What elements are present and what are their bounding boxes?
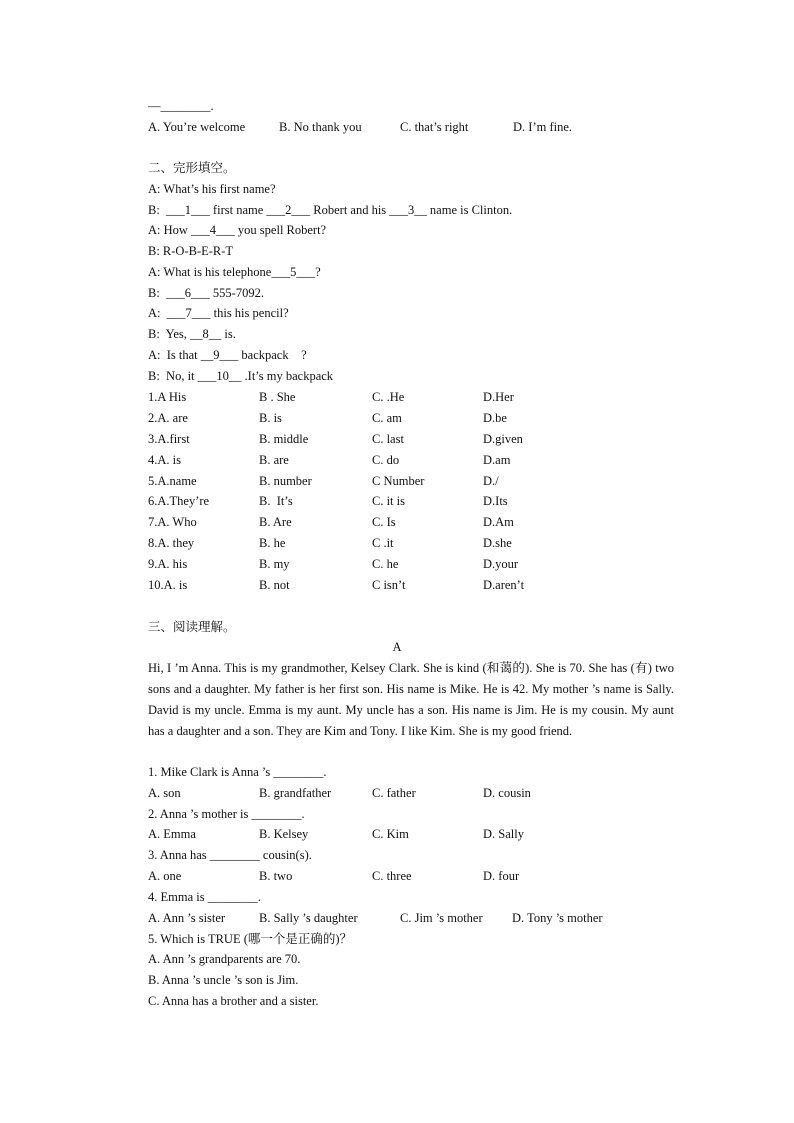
option-b: B. Kelsey [259,827,309,841]
passage-body: Hi, I ’m Anna. This is my grandmother, Kelsey Clark. She is kind (和蔼的). She is 70. She has (有) two sons and a daughter. My father is her first son. His name is Mike. He is 42. My mother ’s name is Sally. David is my uncle. Emma is my aunt. My uncle has a son. His name is Jim. He is my cousin. My aunt has a daughter and a son. They are Kim and Tony. I like Kim. She is my good friend. [148,661,674,738]
option-a: A. You’re welcome [148,120,246,134]
option-b: B. Are [259,515,292,529]
cloze-option-row [148,387,674,408]
dialogue-line: A: Is that __9___ backpack ? [148,348,307,362]
option-d: D.Her [483,390,514,404]
option-a: 6.A.They’re [148,494,210,508]
option-a: 4.A. is [148,453,181,467]
cloze-option-row [148,429,674,450]
option-c: C. Is [372,515,396,529]
passage-text [148,658,674,742]
option-c: C. it is [372,494,405,508]
option-a: A. Emma [148,827,196,841]
option-c: C. father [372,786,416,800]
option-c: C. he [372,557,399,571]
cloze-option-row [148,408,674,429]
option-b: B. middle [259,432,309,446]
option-c: C isn’t [372,578,406,592]
option-d: D. I’m fine. [513,120,573,134]
dialogue-line: A: What is his telephone___5___? [148,265,321,279]
dialogue-line: A: How ___4___ you spell Robert? [148,223,327,237]
question-options [148,908,674,929]
statement-option-a: A. Ann ’s grandparents are 70. [148,952,301,966]
section-heading-reading: 三、阅读理解。 [148,620,236,634]
section-heading-cloze: 二、完形填空。 [148,161,236,175]
question-options [148,783,674,804]
option-c: C Number [372,474,425,488]
option-b: B. No thank you [279,120,362,134]
question-options [148,866,674,887]
dialogue-line: B: Yes, __8__ is. [148,327,236,341]
option-b: B. he [259,536,286,550]
option-b: B. It’s [259,494,293,508]
option-b: B . She [259,390,296,404]
option-b: B. Sally ’s daughter [259,911,358,925]
question: 2. Anna ’s mother is ________. [148,807,305,821]
option-d: D.Its [483,494,508,508]
option-c: C. last [372,432,404,446]
option-a: A. Ann ’s sister [148,911,226,925]
cloze-option-row [148,491,674,512]
option-d: D. cousin [483,786,531,800]
dialogue-line: B: ___6___ 555-7092. [148,286,264,300]
option-d: D. Tony ’s mother [512,911,603,925]
option-d: D.aren’t [483,578,525,592]
option-a: 9.A. his [148,557,188,571]
option-b: B. are [259,453,289,467]
option-d: D./ [483,474,499,488]
dialogue-line: B: No, it ___10__ .It’s my backpack [148,369,334,383]
option-d: D.Am [483,515,514,529]
passage-label: A [392,640,402,654]
option-a: 2.A. are [148,411,188,425]
cloze-option-row [148,471,674,492]
option-c: C. three [372,869,412,883]
cloze-option-row [148,554,674,575]
cloze-option-row [148,512,674,533]
question-options [148,824,674,845]
option-a: 3.A.first [148,432,190,446]
option-b: B. my [259,557,290,571]
option-d: D. Sally [483,827,524,841]
question: 5. Which is TRUE (哪一个是正确的)？ [148,932,353,946]
cloze-option-row [148,575,674,596]
option-a: A. son [148,786,181,800]
option-c: C. do [372,453,400,467]
option-b: B. not [259,578,290,592]
fragment-options [148,117,674,138]
statement-option-b: B. Anna ’s uncle ’s son is Jim. [148,973,299,987]
question: 1. Mike Clark is Anna ’s ________. [148,765,327,779]
option-b: B. two [259,869,293,883]
option-d: D.she [483,536,512,550]
option-c: C. am [372,411,402,425]
option-a: A. one [148,869,182,883]
option-a: 5.A.name [148,474,197,488]
cloze-option-row [148,533,674,554]
option-c: C. .He [372,390,405,404]
option-d: D.am [483,453,511,467]
option-c: C. Kim [372,827,409,841]
option-d: D. four [483,869,520,883]
question: 4. Emma is ________. [148,890,261,904]
option-d: D.given [483,432,523,446]
option-c: C. that’s right [400,120,469,134]
fragment-line: —________. [148,99,214,113]
option-a: 8.A. they [148,536,195,550]
option-b: B. grandfather [259,786,332,800]
option-a: 10.A. is [148,578,188,592]
option-b: B. number [259,474,312,488]
option-c: C .it [372,536,394,550]
dialogue-line: A: What’s his first name? [148,182,276,196]
option-b: B. is [259,411,282,425]
cloze-option-row [148,450,674,471]
option-d: D.your [483,557,519,571]
option-c: C. Jim ’s mother [400,911,483,925]
question: 3. Anna has ________ cousin(s). [148,848,312,862]
option-a: 7.A. Who [148,515,197,529]
statement-option-c: C. Anna has a brother and a sister. [148,994,319,1008]
dialogue-line: A: ___7___ this his pencil? [148,306,289,320]
option-d: D.be [483,411,507,425]
dialogue-line: B: R-O-B-E-R-T [148,244,234,258]
dialogue-line: B: ___1___ first name ___2___ Robert and his ___3__ name is Clinton. [148,203,513,217]
option-a: 1.A His [148,390,187,404]
